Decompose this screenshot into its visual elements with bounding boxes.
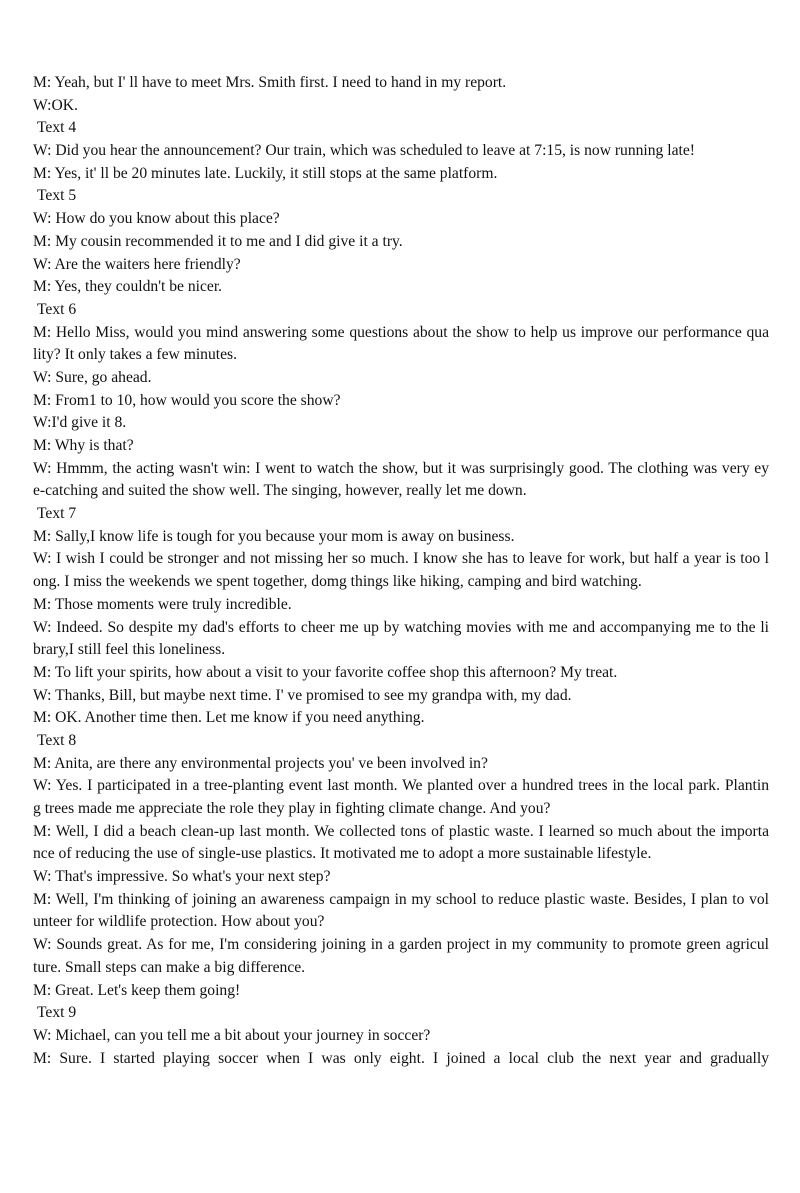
dialogue-line: nce of reducing the use of single-use plastics. It motivated me to adopt a more sustainable lifestyle. bbox=[33, 845, 652, 863]
dialogue-line: W:OK. bbox=[33, 96, 78, 114]
dialogue-line: M: Yes, it' ll be 20 minutes late. Luckily, it still stops at the same platform. bbox=[33, 164, 498, 182]
dialogue-line: W: Michael, can you tell me a bit about your journey in soccer? bbox=[33, 1026, 431, 1044]
dialogue-line: W: Sounds great. As for me, I'm considering joining in a garden project in my community to promote green agricul bbox=[33, 936, 769, 954]
dialogue-line: M: Well, I did a beach clean-up last month. We collected tons of plastic waste. I learned so much about the importa bbox=[33, 822, 769, 840]
dialogue-line: W: How do you know about this place? bbox=[33, 210, 280, 228]
dialogue-line: M: Those moments were truly incredible. bbox=[33, 595, 292, 613]
dialogue-line: M: From1 to 10, how would you score the show? bbox=[33, 391, 341, 409]
dialogue-line: lity? It only takes a few minutes. bbox=[33, 346, 237, 364]
dialogue-line: W: I wish I could be stronger and not missing her so much. I know she has to leave for work, but half a year is too l bbox=[33, 550, 769, 568]
dialogue-line: M: Why is that? bbox=[33, 437, 134, 454]
dialogue-line: W: Are the waiters here friendly? bbox=[33, 255, 241, 273]
dialogue-line: ture. Small steps can make a big difference. bbox=[33, 958, 306, 976]
dialogue-line: W: Yes. I participated in a tree-planting event last month. We planted over a hundred trees in the local park. Plantin bbox=[33, 777, 769, 795]
dialogue-line: M: My cousin recommended it to me and I did give it a try. bbox=[33, 232, 403, 250]
dialogue-line: ong. I miss the weekends we spent together, domg things like hiking, camping and bird watching. bbox=[33, 573, 642, 591]
dialogue-line: M: Sure. I started playing soccer when I was only eight. I joined a local club the next year and gradually bbox=[33, 1049, 769, 1067]
dialogue-line: W: Indeed. So despite my dad's efforts to cheer me up by watching movies with me and accompanying me to the li bbox=[33, 618, 769, 636]
transcript-page bbox=[33, 72, 769, 1070]
dialogue-line: M: Yeah, but I' ll have to meet Mrs. Smith first. I need to hand in my report. bbox=[33, 74, 507, 91]
dialogue-line: M: Yes, they couldn't be nicer. bbox=[33, 278, 223, 296]
dialogue-line: M: Hello Miss, would you mind answering some questions about the show to help us improve our performance qua bbox=[33, 323, 769, 341]
dialogue-line: M: OK. Another time then. Let me know if you need anything. bbox=[33, 709, 425, 727]
dialogue-line: M: Anita, are there any environmental projects you' ve been involved in? bbox=[33, 754, 488, 772]
dialogue-line: W: Did you hear the announcement? Our train, which was scheduled to leave at 7:15, is now running late! bbox=[33, 142, 695, 160]
dialogue-line: W: Thanks, Bill, but maybe next time. I' ve promised to see my grandpa with, my dad. bbox=[33, 686, 572, 704]
section-heading: Text 5 bbox=[37, 187, 77, 205]
dialogue-line: g trees made me appreciate the role they play in fighting climate change. And you? bbox=[33, 800, 551, 817]
dialogue-line: brary,I still feel this loneliness. bbox=[33, 641, 226, 659]
dialogue-line: M: Great. Let's keep them going! bbox=[33, 981, 241, 999]
dialogue-line: M: Sally,I know life is tough for you because your mom is away on business. bbox=[33, 527, 515, 545]
section-heading: Text 4 bbox=[37, 119, 77, 137]
section-heading: Text 8 bbox=[37, 731, 77, 749]
dialogue-line: unteer for wildlife protection. How about you? bbox=[33, 913, 325, 931]
dialogue-line: M: Well, I'm thinking of joining an awareness campaign in my school to reduce plastic waste. Besides, I plan to vol bbox=[33, 890, 769, 908]
dialogue-line: W:I'd give it 8. bbox=[33, 414, 127, 432]
dialogue-line: W: Sure, go ahead. bbox=[33, 368, 152, 386]
dialogue-line: W: Hmmm, the acting wasn't win: I went to watch the show, but it was surprisingly good. The clothing was very ey bbox=[33, 459, 769, 477]
section-heading: Text 6 bbox=[37, 300, 77, 318]
section-heading: Text 7 bbox=[37, 505, 77, 523]
dialogue-line: W: That's impressive. So what's your next step? bbox=[33, 868, 331, 886]
dialogue-line: M: To lift your spirits, how about a visit to your favorite coffee shop this afternoon? My treat. bbox=[33, 663, 618, 681]
section-heading: Text 9 bbox=[37, 1004, 77, 1022]
dialogue-line: e-catching and suited the show well. The singing, however, really let me down. bbox=[33, 482, 527, 500]
